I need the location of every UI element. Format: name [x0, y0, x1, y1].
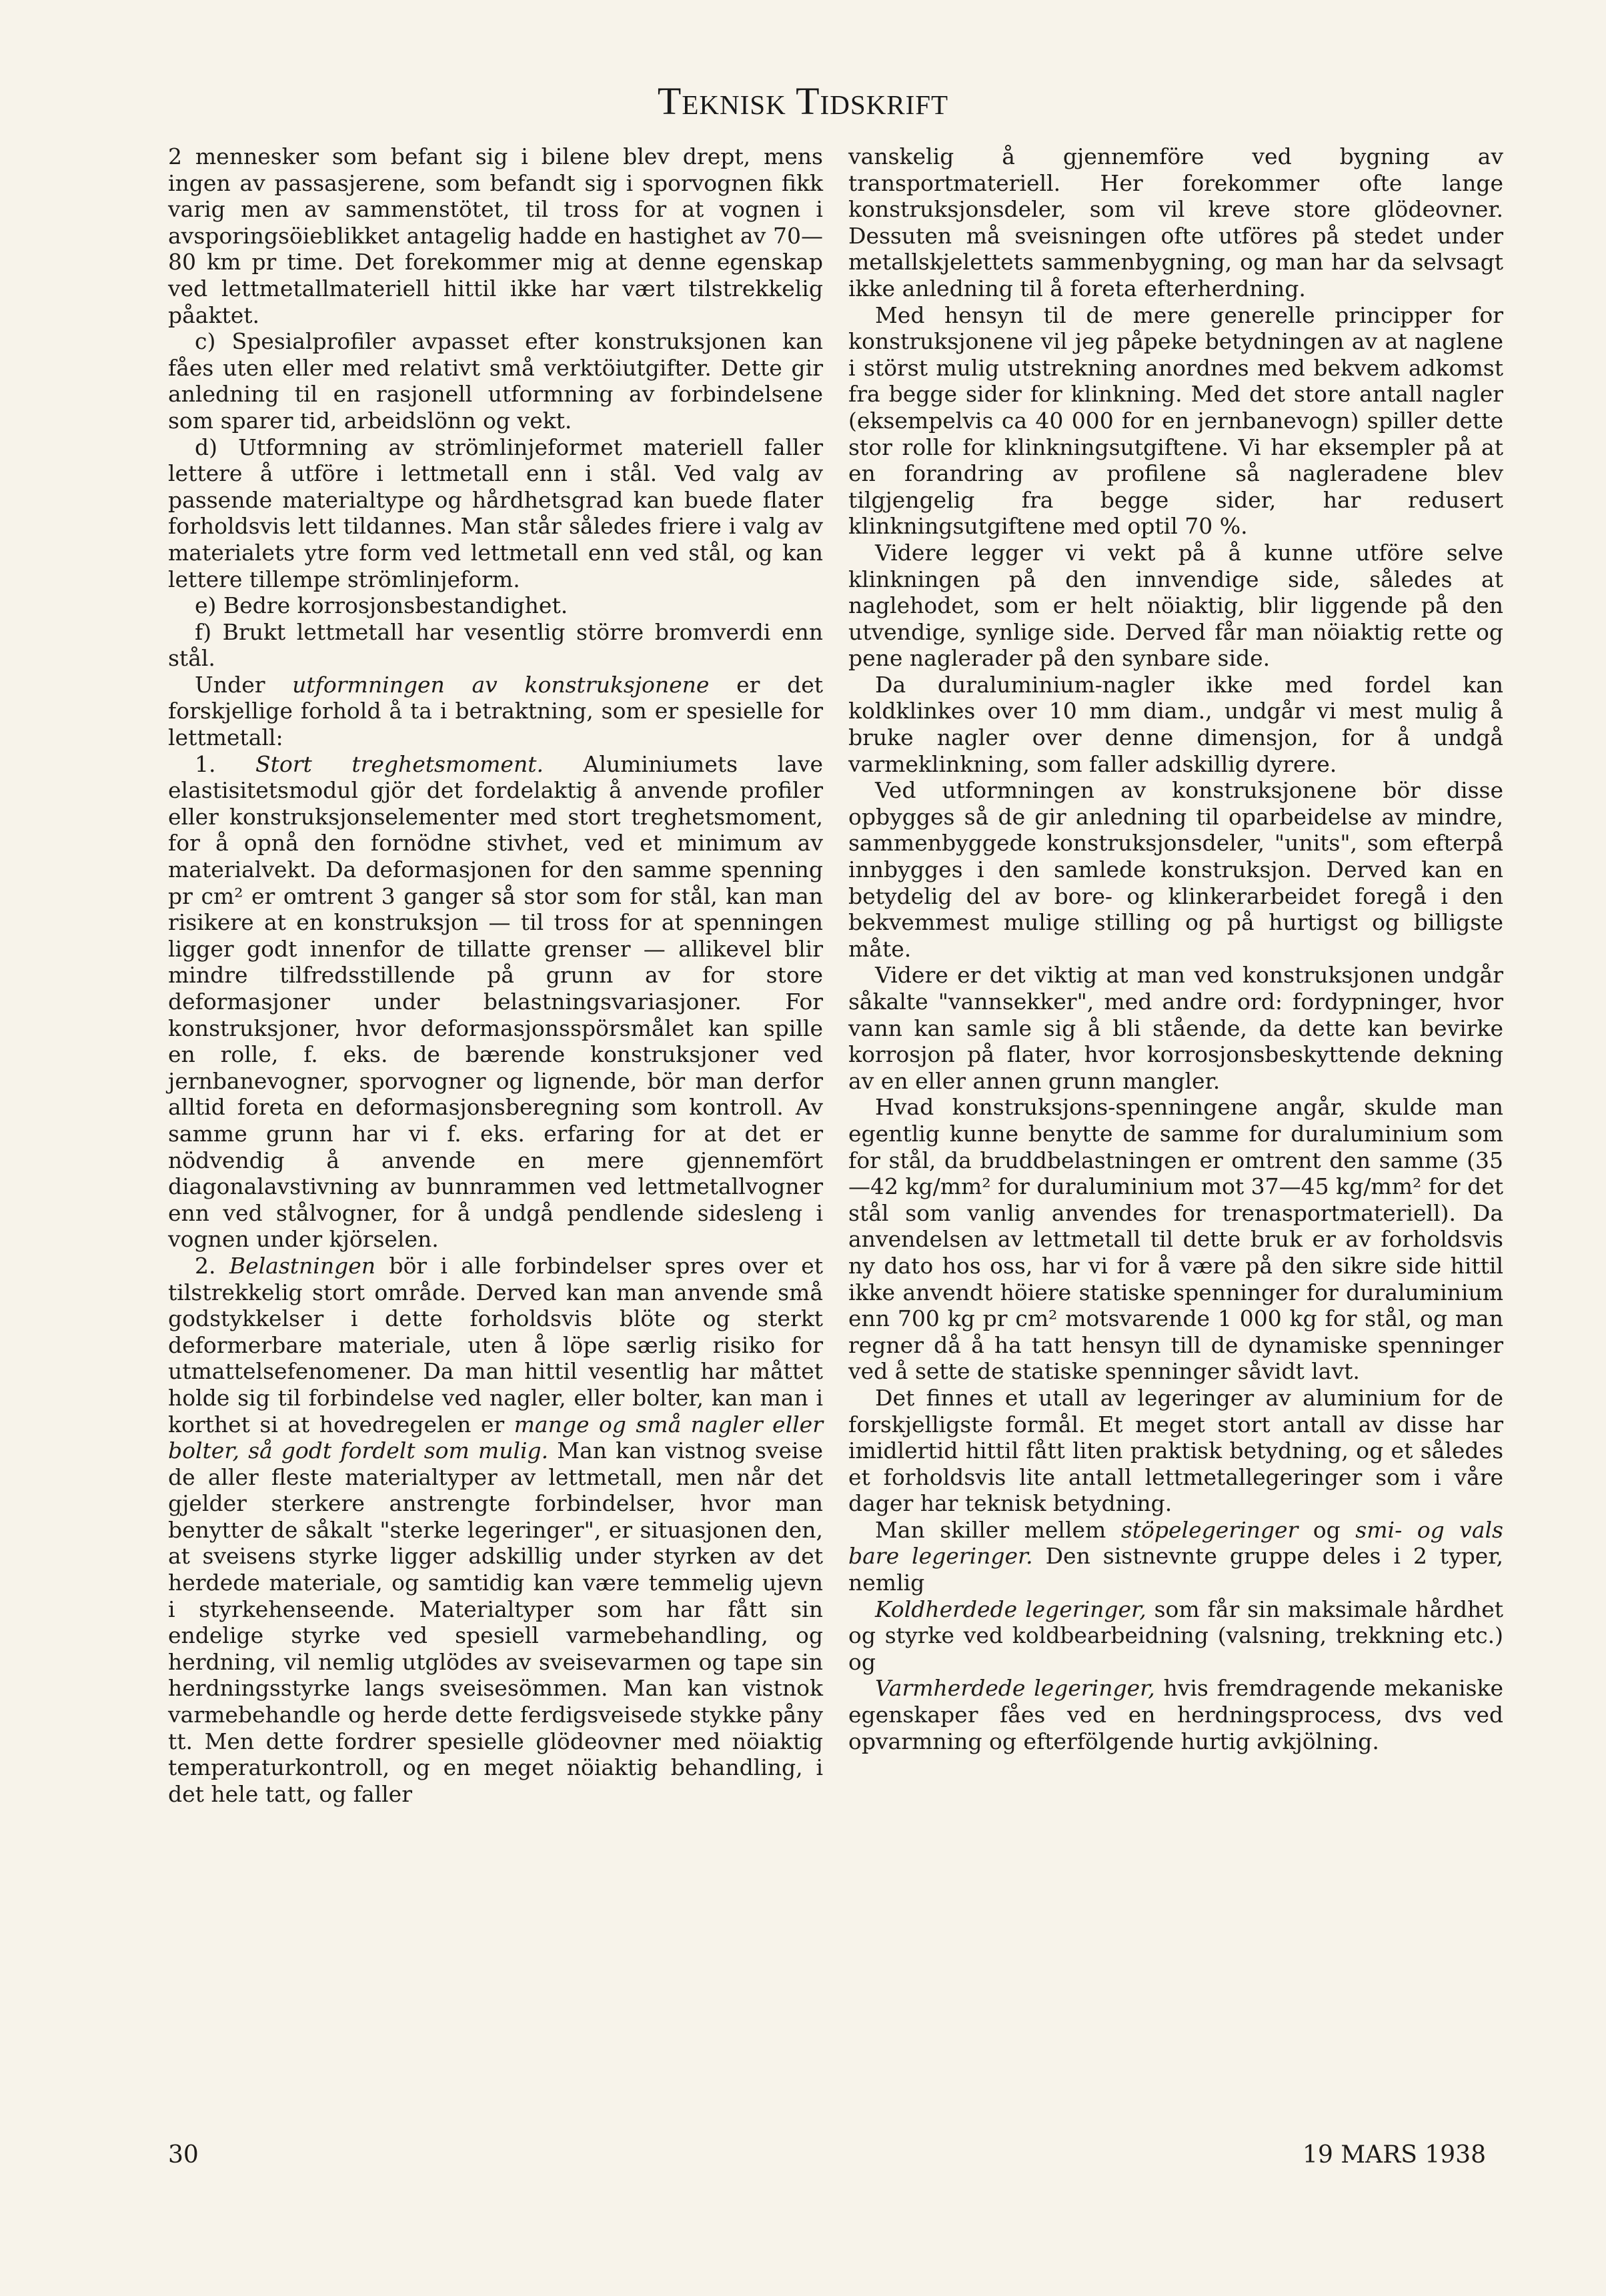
paragraph: Videre er det viktig at man ved konstruksjonen undgår såkalte "vannsekker", med andre ord: fordypninger, hvor vann kan samle sig å bli stående, da dette kan bevirke korrosjon på flater, hvor korrosjonsbeskyttende dekning av en eller annen grunn mangler. — [848, 962, 1503, 1094]
issue-date: 19 MARS 1938 — [1303, 2141, 1486, 2169]
paragraph: Ved utformningen av konstruksjonene bör disse opbygges så de gir anledning til oparbeidelse av mindre, sammenbyggede konstruksjonsdeler, "units", som efterpå innbygges i den samlede konstruksjon. Derved kan en betydelig del av bore- og klinkerarbeidet foregå i den bekvemmest mulige stilling og på hurtigst og billigste måte. — [848, 777, 1503, 962]
paragraph: Under utformningen av konstruksjonene er det forskjellige forhold å ta i betraktning, som er spesielle for lettmetall: — [168, 671, 823, 751]
paragraph: c) Spesialprofiler avpasset efter konstruksjonen kan fåes uten eller med relativt små verktöiutgifter. Dette gir anledning til en rasjonell utformning av forbindelsene som sparer tid, arbeidslönn og vekt. — [168, 328, 823, 434]
paragraph: 2. Belastningen bör i alle forbindelser spres over et tilstrekkelig stort område. Derved kan man anvende små godstykkelser i dette forholdsvis blöte og sterkt deformerbare materiale, uten å löpe særlig risiko for utmattelsefenomener. Da man hittil vesentlig har måttet holde sig til forbindelse ved nagler, eller bolter, kan man i korthet si at hovedregelen er mange og små nagler eller bolter, så godt fordelt som mulig. Man kan vistnog sveise de aller fleste materialtyper av lettmetall, men når det gjelder sterkere anstrengte forbindelser, hvor man benytter de såkalt "sterke legeringer", er situasjonen den, at sveisens styrke ligger adskillig under styrken av det herdede materiale, og samtidig kan være temmelig ujevn i styrkehenseende. Materialtyper som har fått sin endelige styrke ved spesiell varmebehandling, og herdning, vil nemlig utglödes av sveisevarmen og tape sin herdningsstyrke langs sveisesömmen. Man kan vistnok varmebehandle og herde dette ferdigsveisede stykke påny tt. Men dette fordrer spesielle glödeovner med nöiaktig temperaturkontroll, og en meget nöiaktig behandling, i det hele tatt, og faller — [168, 1252, 823, 1807]
paragraph: d) Utformning av strömlinjeformet materiell faller lettere å utföre i lettmetall enn i stål. Ved valg av passende materialtype og hårdhetsgrad kan buede flater forholdsvis lett tildannes. Man står således friere i valg av materialets ytre form ved lettmetall enn ved stål, og kan lettere tillempe strömlinjeform. — [168, 434, 823, 592]
right-column — [848, 143, 1503, 1754]
paragraph: vanskelig å gjennemföre ved bygning av transportmateriell. Her forekommer ofte lange konstruksjonsdeler, som vil kreve store glödeovner. Dessuten må sveisningen ofte utföres på stedet under metallskjelettets sammenbygning, og man har da selvsagt ikke anledning til å foreta efterherdning. — [848, 143, 1503, 302]
masthead-title: Teknisk Tidskrift — [657, 79, 949, 123]
paragraph: Hvad konstruksjons-spenningene angår, skulde man egentlig kunne benytte de samme for duraluminium som for stål, da bruddbelastningen er omtrent den samme (35—42 kg/mm² for duraluminium mot 37—45 kg/mm² for det stål som vanlig anvendes for trenasportmateriell). Da anvendelsen av lettmetall til dette bruk er av forholdsvis ny dato hos oss, har vi for å være på den sikre side hittil ikke anvendt höiere statiske spenninger for duraluminium enn 700 kg pr cm² motsvarende 1 000 kg for stål, og man regner då å ha tatt hensyn till de dynamiske spenninger ved å sette de statiske spenninger såvidt lavt. — [848, 1094, 1503, 1385]
paragraph: Med hensyn til de mere generelle principper for konstruksjonene vil jeg påpeke betydningen av at naglene i störst mulig utstrekning anordnes med bekvem adkomst fra begge sider for klinkning. Med det store antall nagler (eksempelvis ca 40 000 for en jernbanevogn) spiller dette stor rolle for klinkningsutgiftene. Vi har eksempler på at en forandring av profilene så nagleradene blev tilgjengelig fra begge sider, har redusert klinkningsutgiftene med optil 70 %. — [848, 302, 1503, 540]
paragraph: Varmherdede legeringer, hvis fremdragende mekaniske egenskaper fåes ved en herdningsprocess, dvs ved opvarmning og efterfölgende hurtig avkjölning. — [848, 1675, 1504, 1754]
paragraph: Koldherdede legeringer, som får sin maksimale hårdhet og styrke ved koldbearbeidning (valsning, trekkning etc.) og — [848, 1596, 1504, 1675]
paragraph: f) Brukt lettmetall har vesentlig större bromverdi enn stål. — [168, 618, 823, 672]
paragraph: 2 mennesker som befant sig i bilene blev drept, mens ingen av passasjerene, som befandt sig i sporvognen fikk varig men av sammenstötet, til tross for at vognen i avsporingsöieblikket antagelig hadde en hastighet av 70—80 km pr time. Det forekommer mig at denne egenskap ved lettmetallmateriell hittil ikke har vært tilstrekkelig påaktet. — [168, 143, 823, 328]
left-column — [168, 143, 823, 1807]
paragraph: Man skiller mellem stöpelegeringer og smi- og vals bare legeringer. Den sistnevnte gruppe deles i 2 typer, nemlig — [848, 1516, 1503, 1596]
paragraph: Videre legger vi vekt på å kunne utföre selve klinkningen på den innvendige side, således at naglehodet, som er helt nöiaktig, blir liggende på den utvendige, synlige side. Derved får man nöiaktig rette og pene naglerader på den synbare side. — [848, 539, 1503, 672]
paragraph: Da duraluminium-nagler ikke med fordel kan koldklinkes over 10 mm diam., undgår vi mest mulig å bruke nagler over denne dimensjon, for å undgå varmeklinkning, som faller adskillig dyrere. — [848, 671, 1503, 777]
paragraph: 1. Stort treghetsmoment. Aluminiumets lave elastisitetsmodul gjör det fordelaktig å anvende profiler eller konstruksjonselementer med stort treghetsmoment, for å opnå den fornödne stivhet, ved et minimum av materialvekt. Da deformasjonen for den samme spenning pr cm² er omtrent 3 ganger så stor som for stål, kan man risikere at en konstruksjon — til tross for at spenningen ligger godt innenfor de tillatte grenser — allikevel blir mindre tilfredsstillende på grunn av for store deformasjoner under belastningsvariasjoner. For konstruksjoner, hvor deformasjonsspörsmålet kan spille en rolle, f. eks. de bærende konstruksjoner ved jernbanevogner, sporvogner og lignende, bör man derfor alltid foreta en deformasjonsberegning som kontroll. Av samme grunn har vi f. eks. erfaring for at det er nödvendig å anvende en mere gjennemfört diagonalavstivning av bunnrammen ved lettmetallvogner enn ved stålvogner, for å undgå pendlende sidesleng i vognen under kjörselen. — [168, 750, 823, 1253]
page-number: 30 — [168, 2141, 199, 2169]
paragraph: e) Bedre korrosjonsbestandighet. — [195, 592, 568, 619]
paragraph: Det finnes et utall av legeringer av aluminium for de forskjelligste formål. Et meget stort antall av disse har imidlertid hittil fått liten praktisk betydning, og et således et forholdsvis lite antall lettmetallegeringer som i våre dager har teknisk betydning. — [848, 1384, 1503, 1517]
